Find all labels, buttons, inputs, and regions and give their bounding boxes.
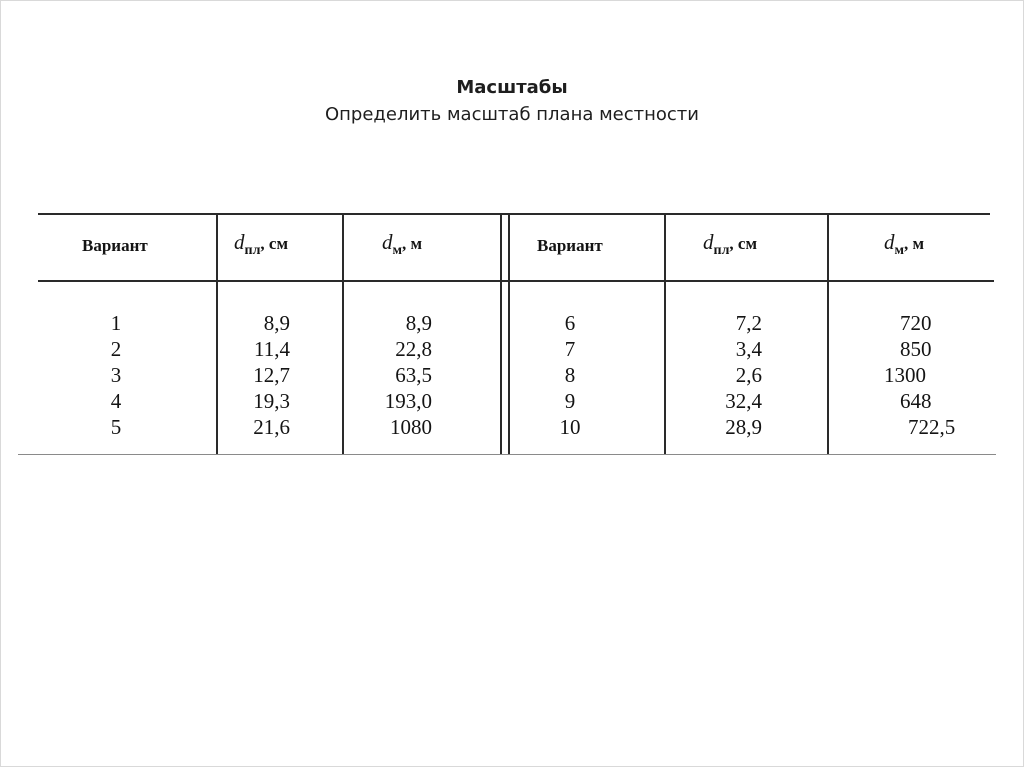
cell-variant: 2 (110, 337, 122, 361)
cell-d-m: 850 (900, 337, 932, 361)
cell-d-pl: 21,6 (253, 415, 290, 439)
slide-subtitle: Определить масштаб плана местности (324, 104, 699, 125)
table-bottom-rule (18, 454, 996, 455)
table-vrule-mid-b (508, 214, 510, 454)
column-variant-right (548, 310, 592, 440)
cell-d-m: 1080 (390, 415, 432, 439)
cell-variant: 4 (110, 389, 122, 413)
cell-variant: 9 (564, 389, 576, 413)
header-d-m-right: $d_м$, м (884, 230, 925, 258)
header-variant-right: Вариант (537, 236, 603, 255)
cell-d-pl: 7,2 (735, 311, 762, 335)
header-d-pl-right: $d_{пл}$, см (703, 230, 758, 258)
slide-title: Масштабы (456, 77, 568, 98)
cell-d-m: 1300 (884, 363, 926, 387)
cell-d-pl: 8,9 (263, 311, 290, 335)
column-d-pl-right (700, 310, 762, 440)
cell-variant: 6 (564, 311, 576, 335)
cell-d-pl: 11,4 (254, 337, 290, 361)
cell-variant: 3 (110, 363, 122, 387)
cell-variant: 10 (559, 415, 581, 439)
cell-d-pl: 28,9 (725, 415, 762, 439)
table-header-rule (38, 280, 994, 282)
column-d-m-left (360, 310, 432, 440)
cell-d-pl: 12,7 (253, 363, 290, 387)
cell-variant: 8 (564, 363, 576, 387)
cell-d-m: 720 (900, 311, 932, 335)
table-top-rule (38, 213, 990, 215)
table-vrule-2 (342, 214, 344, 454)
table-vrule-1 (216, 214, 218, 454)
header-variant-left: Вариант (82, 236, 148, 255)
cell-d-pl: 2,6 (735, 363, 762, 387)
cell-d-pl: 3,4 (735, 337, 762, 361)
cell-d-pl: 19,3 (253, 389, 290, 413)
cell-d-m: 8,9 (405, 311, 432, 335)
header-d-pl-left: $d_{пл}$, см (234, 230, 289, 258)
cell-variant: 1 (110, 311, 122, 335)
table-vrule-mid-a (500, 214, 502, 454)
column-variant-left (100, 310, 132, 440)
cell-d-m: 63,5 (395, 363, 432, 387)
column-d-m-right (884, 310, 974, 440)
cell-d-m: 722,5 (908, 415, 956, 439)
cell-d-m: 193,0 (384, 389, 432, 413)
column-d-pl-left (236, 310, 290, 440)
header-d-m-left: $d_м$, м (382, 230, 423, 258)
cell-d-m: 22,8 (395, 337, 432, 361)
table-vrule-3 (664, 214, 666, 454)
cell-d-pl: 32,4 (725, 389, 762, 413)
cell-variant: 5 (110, 415, 122, 439)
cell-variant: 7 (564, 337, 576, 361)
cell-d-m: 648 (900, 389, 932, 413)
table-vrule-4 (827, 214, 829, 454)
